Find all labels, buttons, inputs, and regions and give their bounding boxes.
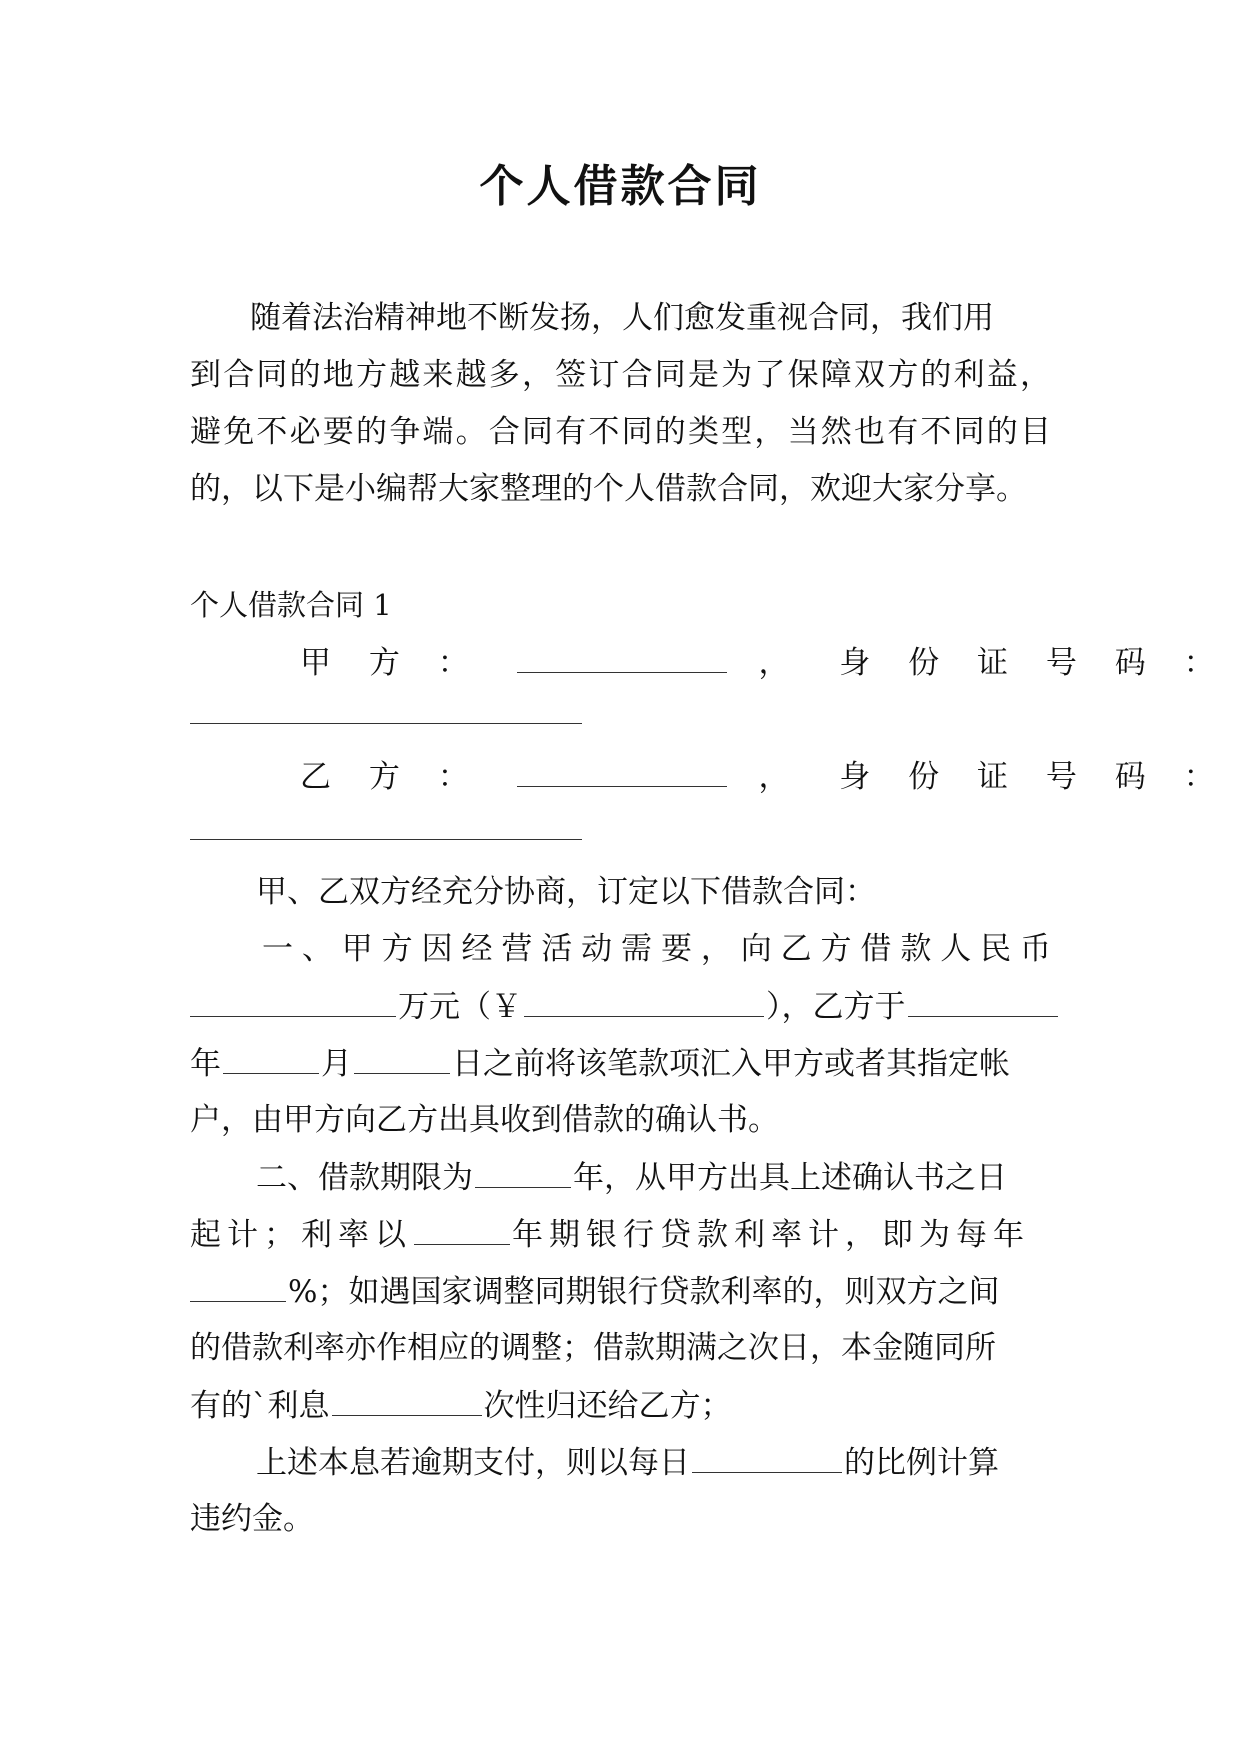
clause1-line-2	[190, 986, 1051, 1027]
yue-label: 月	[321, 1046, 352, 1082]
clause2-line-2	[190, 1214, 1051, 1255]
party-b-label: 乙 方 ：	[300, 759, 483, 795]
overdue-start: 上述本息若逾期支付，则以每日	[256, 1445, 690, 1481]
amount-wan-blank	[190, 986, 396, 1017]
wan-yuan-label: 万元（￥	[398, 989, 522, 1025]
clause2-start: 二、借款期限为	[256, 1160, 473, 1196]
overdue-line-1	[190, 1442, 1051, 1483]
intro-line-4: 的，以下是小编帮大家整理的个人借款合同，欢迎大家分享。	[190, 471, 1027, 507]
clause1-line-1: 一、甲方因经营活动需要，向乙方借款人民币	[262, 931, 1051, 967]
clause2-line-1	[190, 1157, 1051, 1198]
party-b-id-label: 身 份 证 号 码 ：	[839, 759, 1229, 795]
party-b-row	[300, 756, 1229, 797]
rate-percent-blank	[190, 1271, 286, 1302]
ri-text: 日之前将该笔款项汇入甲方或者其指定帐	[452, 1046, 1010, 1082]
nian-label: 年	[190, 1046, 221, 1082]
day-blank	[354, 1043, 450, 1074]
overdue-line-2: 违约金。	[190, 1501, 314, 1537]
contract-heading: 个人借款合同 1	[190, 588, 392, 622]
term-years-blank	[475, 1157, 571, 1188]
party-a-label: 甲 方 ：	[300, 645, 483, 681]
daily-rate-blank	[692, 1442, 842, 1473]
agreement-intro: 甲、乙双方经充分协商，订定以下借款合同：	[256, 874, 876, 910]
clause1-line-4: 户，由甲方向乙方出具收到借款的确认书。	[190, 1102, 779, 1138]
repay-blank	[332, 1385, 482, 1416]
party-a-comma: ，	[758, 645, 790, 681]
month-blank	[223, 1043, 319, 1074]
clause2-line5-b: 次性归还给乙方；	[483, 1388, 732, 1424]
clause2-line-5	[190, 1385, 1051, 1426]
clause2-line-4: 的借款利率亦作相应的调整；借款期满之次日，本金随同所	[190, 1330, 996, 1366]
clause1-line-3	[190, 1043, 1051, 1084]
party-a-id-label: 身 份 证 号 码 ：	[839, 645, 1229, 681]
document-title: 个人借款合同	[479, 161, 762, 212]
intro-line-1: 随着法治精神地不断发扬，人们愈发重视合同，我们用	[250, 300, 994, 336]
clause2-percent-rest: %；如遇国家调整同期银行贷款利率的，则双方之间	[288, 1274, 1000, 1310]
clause2-after-years: 年，从甲方出具上述确认书之日	[573, 1160, 1007, 1196]
party-b-id-blank	[190, 838, 582, 840]
intro-line-3: 避免不必要的争端。合同有不同的类型，当然也有不同的目	[190, 414, 1051, 450]
clause2-qiji: 起计；利率以	[190, 1217, 412, 1253]
yi-fang-yu-label: ），乙方于	[766, 989, 906, 1025]
party-a-id-blank	[190, 722, 582, 724]
year-blank	[908, 986, 1058, 1017]
party-a-name-blank	[517, 642, 727, 673]
party-b-comma: ，	[758, 759, 790, 795]
party-b-name-blank	[517, 756, 727, 787]
clause2-line-3	[190, 1271, 1051, 1312]
rate-years-blank	[414, 1214, 510, 1245]
party-a-row	[300, 642, 1229, 683]
overdue-rest: 的比例计算	[844, 1445, 999, 1481]
clause2-rate-rest: 年期银行贷款利率计，即为每年	[512, 1217, 1030, 1253]
clause2-line5-a: 有的`利息	[190, 1388, 330, 1424]
intro-line-2: 到合同的地方越来越多，签订合同是为了保障双方的利益，	[190, 357, 1051, 393]
amount-yuan-blank	[524, 986, 764, 1017]
